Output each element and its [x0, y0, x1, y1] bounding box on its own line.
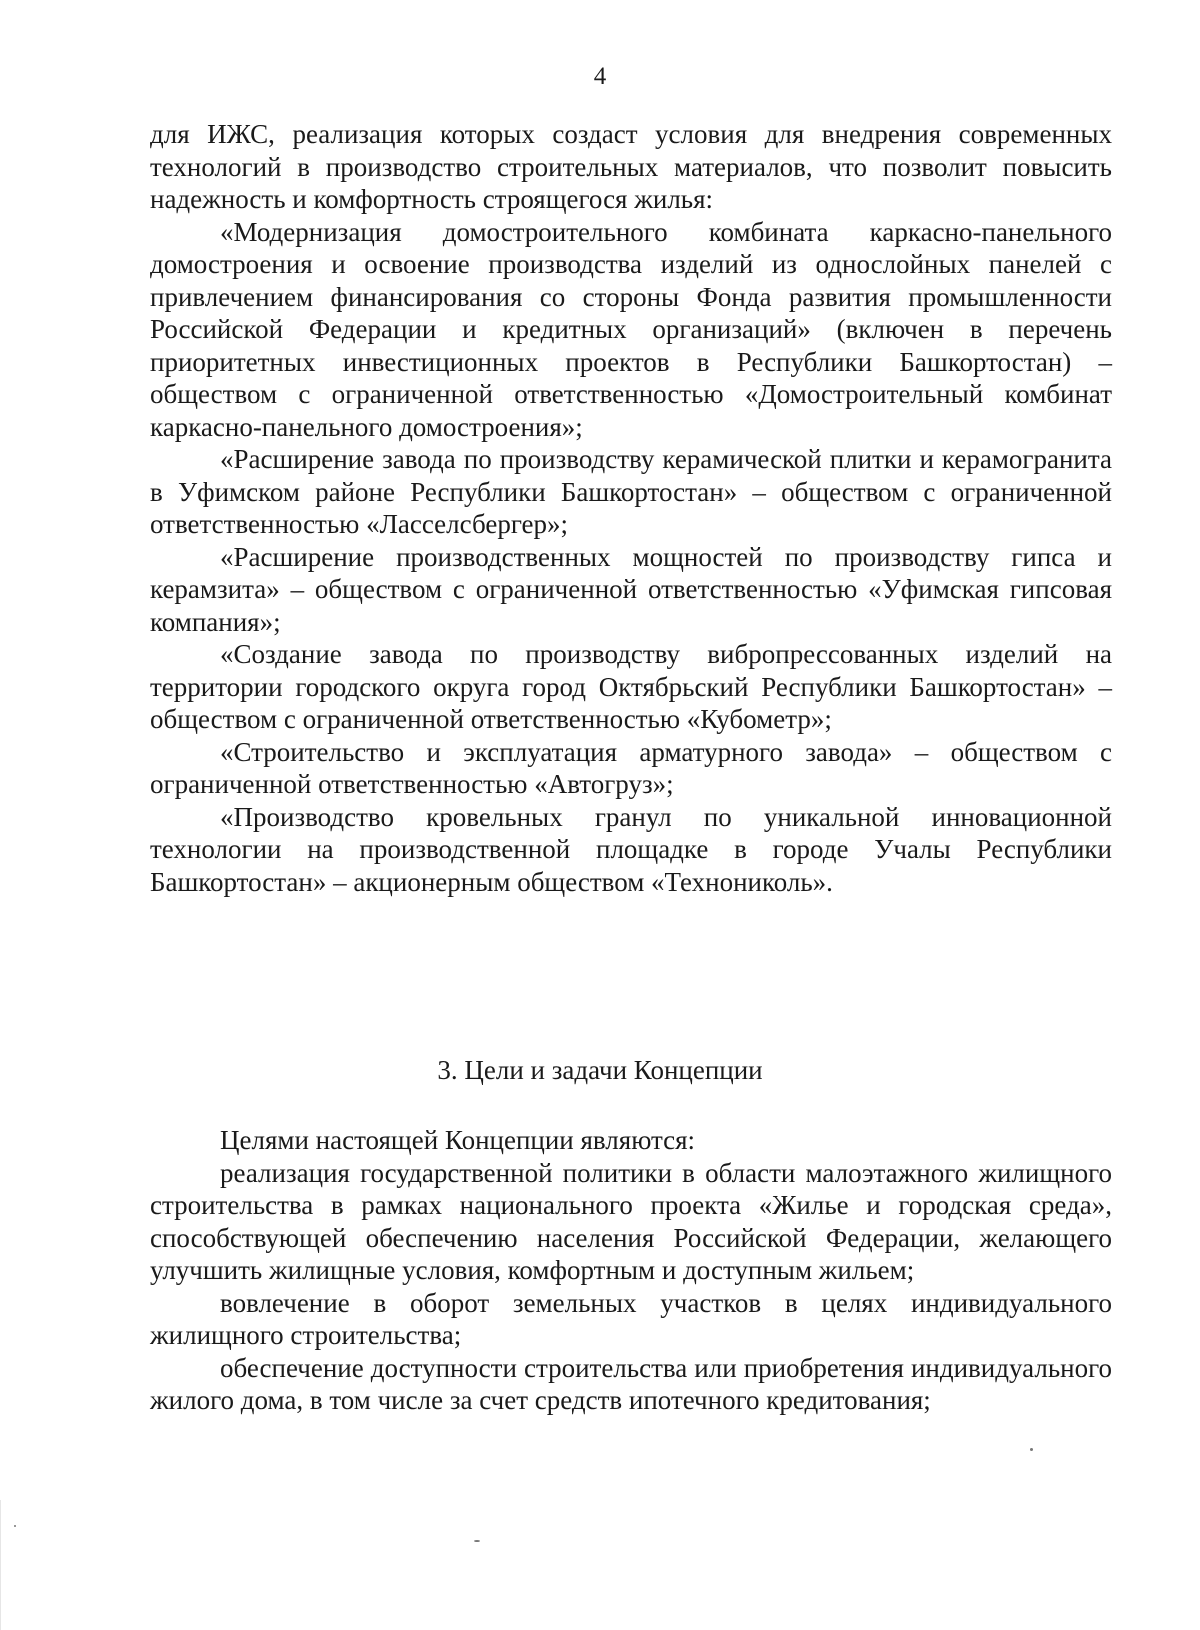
paragraph-project-roofing-granules: «Производство кровельных гранул по уникальной инновационной технологии на производственной площадке в городе Учалы Республики Башкортостан» – акционерным обществом «Технониколь». [150, 801, 1112, 897]
scan-speck [14, 1525, 16, 1527]
paragraph-project-gypsum: «Расширение производственных мощностей по производству гипса и керамзита» – обществом с ограниченной ответственностью «Уфимская гипсовая компания»; [150, 541, 1112, 637]
paragraph-project-vibropress: «Создание завода по производству вибропрессованных изделий на территории городского округа город Октябрьский Республики Башкортостан» – обществом с ограниченной ответственностью «Кубометр»; [150, 639, 1112, 734]
scan-speck [474, 1540, 480, 1542]
page-number: 4 [593, 63, 607, 90]
scan-speck [1030, 1448, 1033, 1451]
goals-section [150, 1124, 1112, 1417]
paragraph-goal-state-policy: реализация государственной политики в области малоэтажного жилищного строительства в рамках национального проекта «Жилье и городская среда», способствующей обеспечению населения Российской Федерации, желающего улучшить жилищные условия, комфортным и доступным жильем; [150, 1157, 1112, 1285]
section-heading: 3. Цели и задачи Концепции [437, 1055, 763, 1085]
paragraph-project-ceramic-plant: «Расширение завода по производству керамической плитки и керамогранита в Уфимском районе Республики Башкортостан» – обществом с ограниченной ответственностью «Ласселсбергер»; [150, 444, 1112, 539]
paragraph-goals-intro: Целями настоящей Концепции являются: [220, 1125, 696, 1155]
scan-edge-line [0, 1500, 1, 1630]
paragraph-project-modernization: «Модернизация домостроительного комбината каркасно-панельного домостроения и освоение производства изделий из однослойных панелей с привлечением финансирования со стороны Фонда развития промышленности Российской Федерации и кредитных организаций» (включен в перечень приоритетных инвестиционных проектов в Республики Башкортостан) – обществом с ограниченной ответственностью «Домостроительный комбинат каркасно-панельного домостроения»; [150, 216, 1112, 442]
paragraph-continuation: для ИЖС, реализация которых создаст условия для внедрения современных технологий в производство строительных материалов, что позволит повысить надежность и комфортность строящегося жилья: [150, 119, 1112, 214]
projects-section [150, 118, 1112, 898]
paragraph-goal-affordability: обеспечение доступности строительства или приобретения индивидуального жилого дома, в том числе за счет средств ипотечного кредитования; [150, 1352, 1112, 1415]
paragraph-goal-land-plots: вовлечение в оборот земельных участков в целях индивидуального жилищного строительства; [150, 1287, 1112, 1350]
paragraph-project-armature: «Строительство и эксплуатация арматурного завода» – обществом с ограниченной ответственностью «Автогруз»; [150, 736, 1112, 799]
